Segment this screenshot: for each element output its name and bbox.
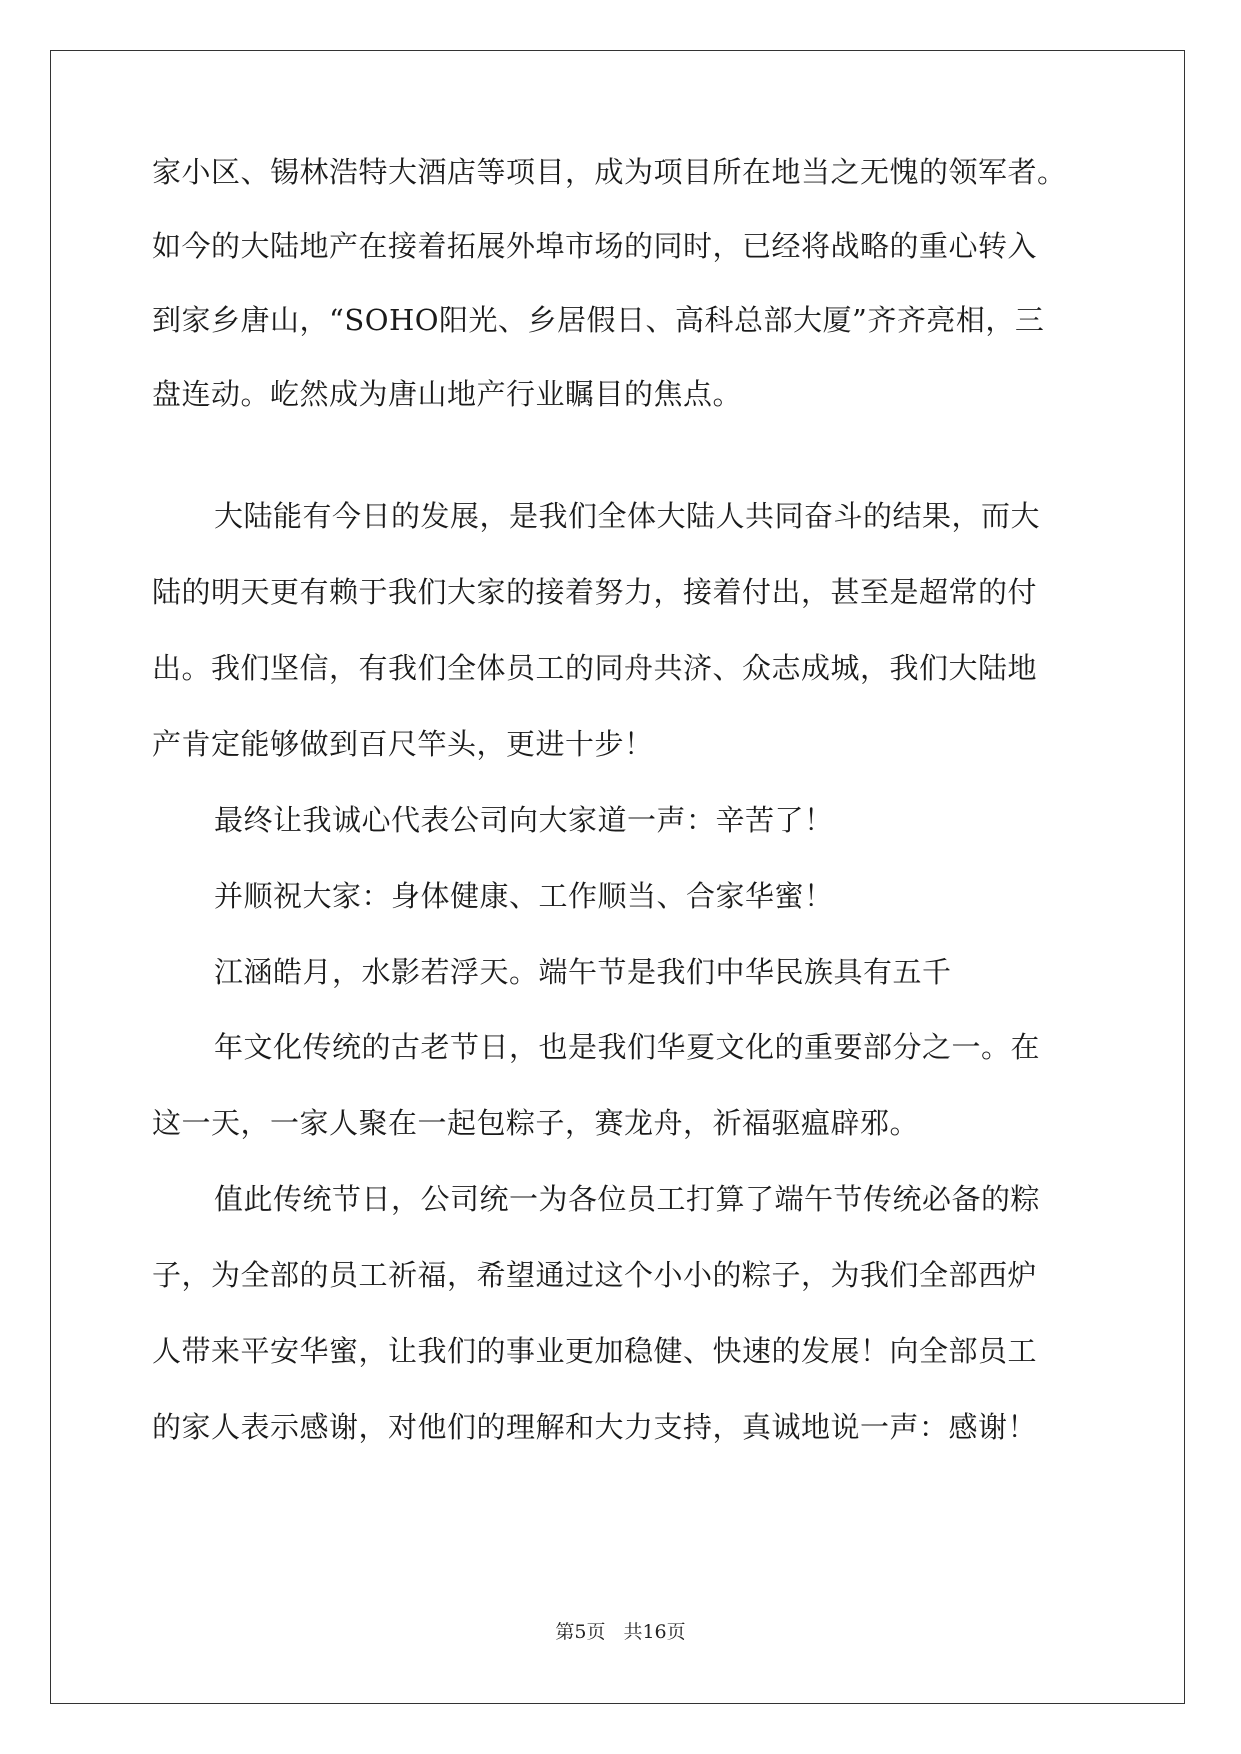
text-line: 出。我们坚信，有我们全体员工的同舟共济、众志成城，我们大陆地 (152, 651, 1038, 685)
page-footer (0, 1620, 1241, 1644)
text-line: 盘连动。屹然成为唐山地产行业瞩目的焦点。 (152, 377, 743, 411)
text-line: 如今的大陆地产在接着拓展外埠市场的同时，已经将战略的重心转入 (152, 229, 1038, 263)
paragraph-start-line: 并顺祝大家：身体健康、工作顺当、合家华蜜！ (214, 879, 834, 913)
paragraph-start-line: 江涵皓月，水影若浮天。端午节是我们中华民族具有五千 (214, 955, 952, 989)
paragraph-start-line: 大陆能有今日的发展，是我们全体大陆人共同奋斗的结果，而大 (214, 499, 1041, 533)
paragraph-start-line: 年文化传统的古老节日，也是我们华夏文化的重要部分之一。在 (214, 1030, 1041, 1064)
text-line: 产肯定能够做到百尺竿头，更进十步！ (152, 727, 654, 761)
page-border (50, 50, 1185, 1704)
text-line: 陆的明天更有赖于我们大家的接着努力，接着付出，甚至是超常的付 (152, 575, 1038, 609)
text-line: 人带来平安华蜜，让我们的事业更加稳健、快速的发展！向全部员工 (152, 1334, 1038, 1368)
paragraph-start-line: 最终让我诚心代表公司向大家道一声：辛苦了！ (214, 803, 834, 837)
page-number: 第5页 (555, 1621, 606, 1643)
text-line: 的家人表示感谢，对他们的理解和大力支持，真诚地说一声：感谢！ (152, 1410, 1038, 1444)
text-line: 到家乡唐山，“SOHO阳光、乡居假日、高科总部大厦”齐齐亮相，三 (152, 303, 1045, 337)
text-line: 这一天，一家人聚在一起包粽子，赛龙舟，祈福驱瘟辟邪。 (152, 1106, 920, 1140)
text-line: 子，为全部的员工祈福，希望通过这个小小的粽子，为我们全部西炉 (152, 1258, 1038, 1292)
text-line: 家小区、锡林浩特大酒店等项目，成为项目所在地当之无愧的领军者。 (152, 155, 1067, 189)
page-total: 共16页 (623, 1621, 686, 1643)
paragraph-start-line: 值此传统节日，公司统一为各位员工打算了端午节传统必备的粽 (214, 1182, 1041, 1216)
